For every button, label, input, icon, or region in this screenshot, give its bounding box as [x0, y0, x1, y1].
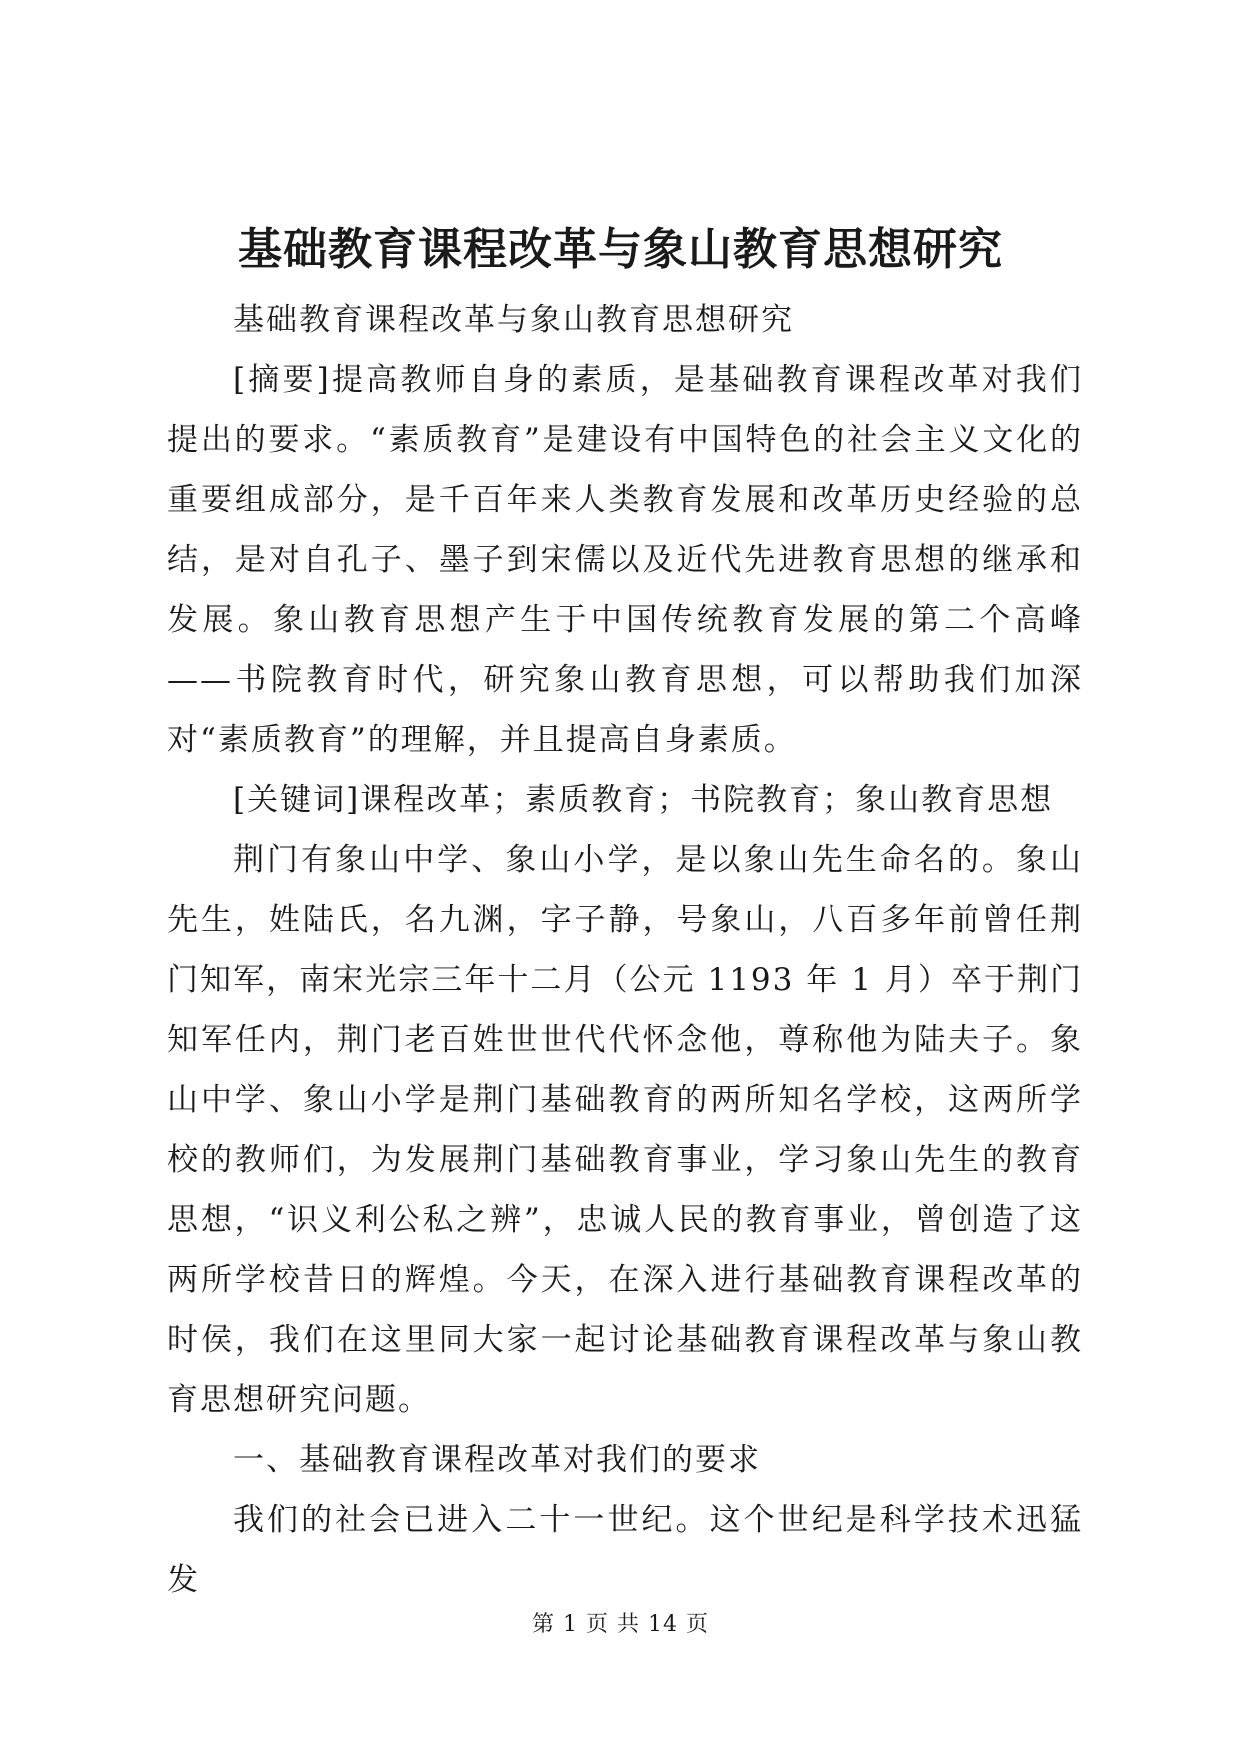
subtitle-paragraph: 基础教育课程改革与象山教育思想研究	[233, 302, 794, 338]
abstract-paragraph: [摘要]提高教师自身的素质，是基础教育课程改革对我们提出的要求。“素质教育”是建设有中国特色的社会主义文化的重要组成部分，是千百年来人类教育发展和改革历史经验的总结，是对自孔子、墨子到宋儒以及近代先进教育思想的继承和发展。象山教育思想产生于中国传统教育发展的第二个高峰——书院教育时代，研究象山教育思想，可以帮助我们加深对“素质教育”的理解，并且提高自身素质。	[167, 362, 1083, 758]
section-heading: 一、基础教育课程改革对我们的要求	[233, 1442, 761, 1478]
intro-paragraph: 荆门有象山中学、象山小学，是以象山先生命名的。象山先生，姓陆氏，名九渊，字子静，号象山，八百多年前曾任荆门知军，南宋光宗三年十二月（公元 1193 年 1 月）卒于荆门知军任内，荆门老百姓世世代代怀念他，尊称他为陆夫子。象山中学、象山小学是荆门基础教育的两所知名学校，这两所学校的教师们，为发展荆门基础教育事业，学习象山先生的教育思想，“识义利公私之辨”，忠诚人民的教育事业，曾创造了这两所学校昔日的辉煌。今天，在深入进行基础教育课程改革的时侯，我们在这里同大家一起讨论基础教育课程改革与象山教育思想研究问题。	[167, 842, 1083, 1418]
section-paragraph: 我们的社会已进入二十一世纪。这个世纪是科学技术迅猛发	[167, 1502, 1083, 1598]
keywords-paragraph: [关键词]课程改革；素质教育；书院教育；象山教育思想	[233, 782, 1054, 818]
page-title: 基础教育课程改革与象山教育思想研究	[238, 224, 1003, 275]
page-number-footer: 第 1 页 共 14 页	[532, 1612, 709, 1637]
document-body	[167, 290, 1083, 1610]
